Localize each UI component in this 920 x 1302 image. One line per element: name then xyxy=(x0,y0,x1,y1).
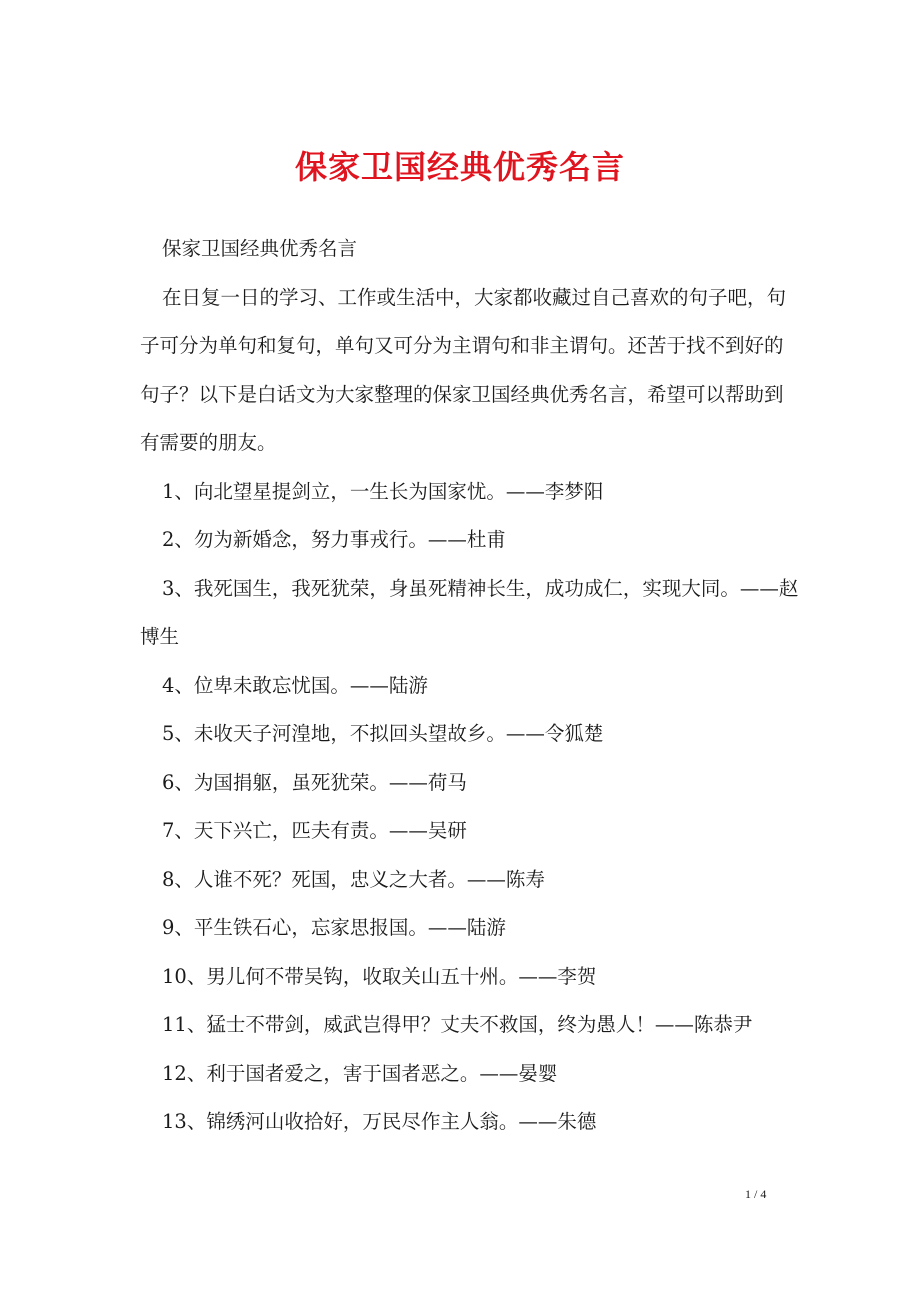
quote-item: 7、天下兴亡，匹夫有责。——吴研 xyxy=(162,819,467,842)
quote-item: 5、未收天子河湟地，不拟回头望故乡。——令狐楚 xyxy=(162,722,604,745)
document-body xyxy=(140,225,800,1147)
quote-item: 4、位卑未敢忘忧国。——陆游 xyxy=(162,673,428,697)
quote-item: 9、平生铁石心，忘家思报国。——陆游 xyxy=(162,916,506,939)
subtitle-paragraph: 保家卫国经典优秀名言 xyxy=(162,237,358,260)
page-number: 1 / 4 xyxy=(745,1187,767,1201)
quote-item: 8、人谁不死？死国，忠义之大者。——陈寿 xyxy=(162,867,545,891)
quote-item: 1、向北望星提剑立，一生长为国家忧。——李梦阳 xyxy=(162,479,604,503)
intro-paragraph: 在日复一日的学习、工作或生活中，大家都收藏过自己喜欢的句子吧，句子可分为单句和复句，单句又可分为主谓句和非主谓句。还苦于找不到好的句子？以下是白话文为大家整理的保家卫国经典优秀名言，希望可以帮助到有需要的朋友。 xyxy=(140,285,787,454)
quote-item: 13、锦绣河山收拾好，万民尽作主人翁。——朱德 xyxy=(162,1110,597,1133)
quote-item: 6、为国捐躯，虽死犹荣。——荷马 xyxy=(162,770,467,794)
quote-item: 11、猛士不带剑，威武岂得甲？丈夫不救国，终为愚人！——陈恭尹 xyxy=(162,1013,753,1036)
quote-item: 2、勿为新婚念，努力事戎行。——杜甫 xyxy=(162,528,506,551)
quote-item: 3、我死国生，我死犹荣，身虽死精神长生，成功成仁，实现大同。——赵博生 xyxy=(140,576,799,648)
quote-item: 12、利于国者爱之，害于国者恶之。——晏婴 xyxy=(162,1061,558,1085)
quote-item: 10、男儿何不带吴钩，收取关山五十州。——李贺 xyxy=(162,964,597,988)
document-title: 保家卫国经典优秀名言 xyxy=(294,148,625,186)
